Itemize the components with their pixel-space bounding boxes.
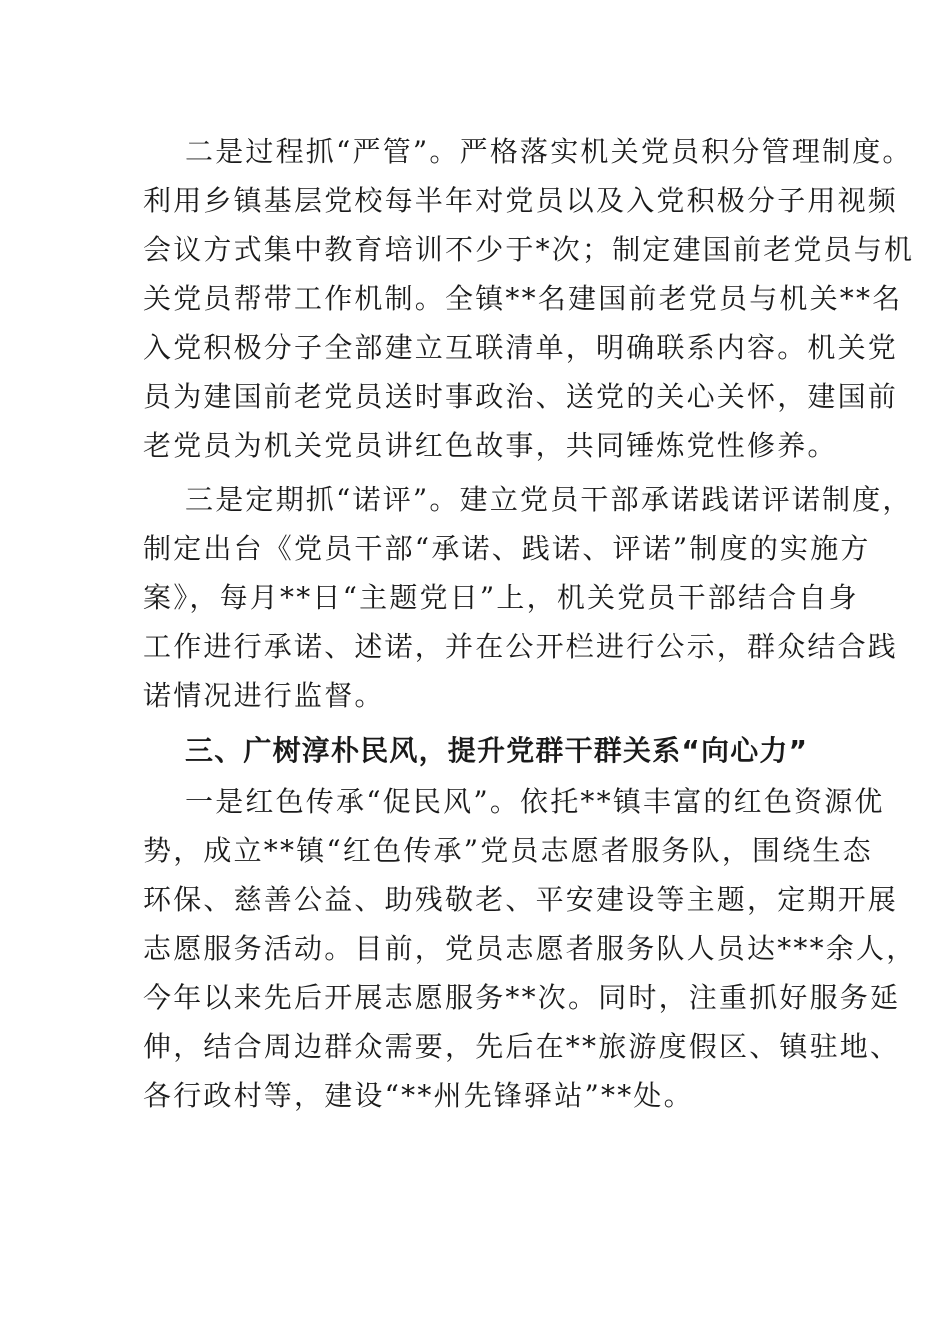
- paragraph-3-line-1: 一是红色传承“促民风”。依托**镇丰富的红色资源优: [185, 785, 885, 818]
- paragraph-3-line-5: 今年以来先后开展志愿服务**次。同时，注重抓好服务延: [143, 981, 901, 1014]
- paragraph-3-line-6: 伸，结合周边群众需要，先后在**旅游度假区、镇驻地、: [143, 1030, 901, 1063]
- paragraph-3-line-4: 志愿服务活动。目前，党员志愿者服务队人员达***余人，: [143, 932, 917, 965]
- paragraph-1-line-2: 利用乡镇基层党校每半年对党员以及入党积极分子用视频: [143, 184, 899, 217]
- paragraph-1-line-1: 二是过程抓“严管”。严格落实机关党员积分管理制度。: [185, 135, 913, 168]
- paragraph-3-line-3: 环保、慈善公益、助残敬老、平安建设等主题，定期开展: [143, 883, 899, 916]
- paragraph-2-line-2: 制定出台《党员干部“承诺、践诺、评诺”制度的实施方: [143, 532, 871, 565]
- paragraph-1-line-7: 老党员为机关党员讲红色故事，共同锤炼党性修养。: [143, 429, 838, 462]
- paragraph-3-line-2: 势，成立**镇“红色传承”党员志愿者服务队，围绕生态: [143, 834, 873, 867]
- paragraph-2-line-5: 诺情况进行监督。: [143, 679, 385, 712]
- paragraph-2-line-3: 案》，每月**日“主题党日”上，机关党员干部结合自身: [143, 581, 859, 614]
- paragraph-2-line-1: 三是定期抓“诺评”。建立党员干部承诺践诺评诺制度，: [185, 483, 913, 516]
- paragraph-1-line-4: 关党员帮带工作机制。全镇**名建国前老党员与机关**名: [143, 282, 903, 315]
- paragraph-2-line-4: 工作进行承诺、述诺，并在公开栏进行公示，群众结合践: [143, 630, 899, 663]
- paragraph-1-line-5: 入党积极分子全部建立互联清单，明确联系内容。机关党: [143, 331, 899, 364]
- paragraph-1-line-6: 员为建国前老党员送时事政治、送党的关心关怀，建国前: [143, 380, 899, 413]
- paragraph-1-line-3: 会议方式集中教育培训不少于*次；制定建国前老党员与机: [143, 233, 915, 266]
- paragraph-3-line-7: 各行政村等，建设“**州先锋驿站”**处。: [143, 1079, 694, 1112]
- section-heading: 三、广树淳朴民风，提升党群干群关系“向心力”: [185, 734, 809, 767]
